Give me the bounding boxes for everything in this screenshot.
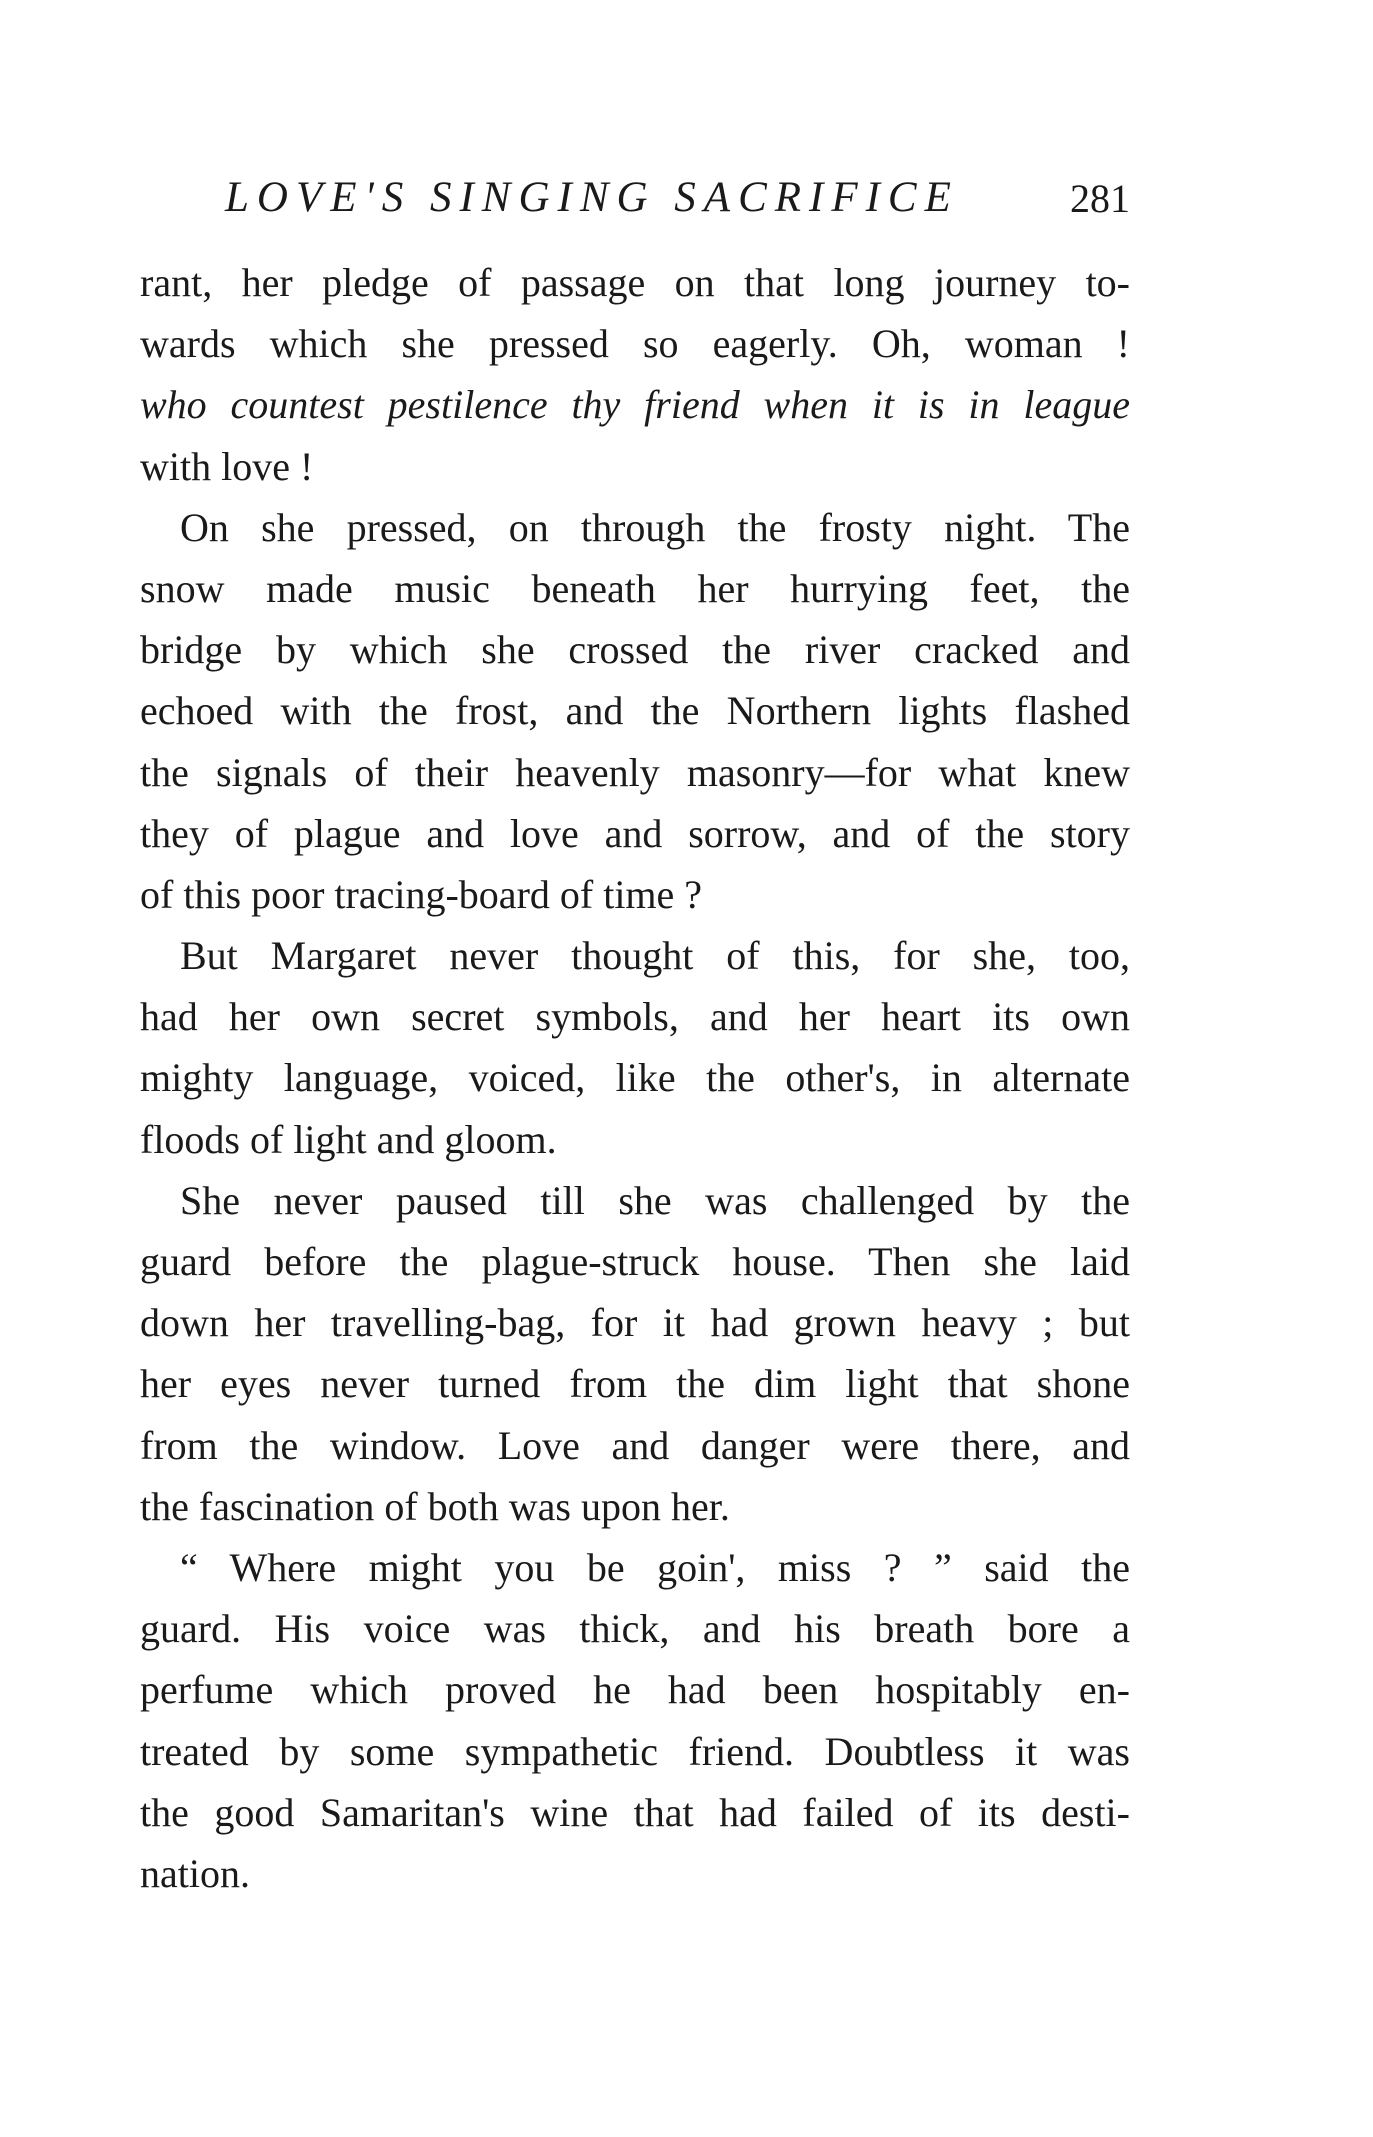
text-line: On she pressed, on through the frosty night. The xyxy=(180,504,1130,550)
text-line: bridge by which she crossed the river cracked and xyxy=(140,627,1130,673)
text-line: with love ! xyxy=(140,443,314,489)
running-title: LOVE'S SINGING SACRIFICE xyxy=(225,174,959,221)
text-line: down her travelling-bag, for it had grown heavy ; but xyxy=(140,1300,1130,1346)
text-line: her eyes never turned from the dim light that shone xyxy=(140,1361,1130,1407)
text-line: perfume which proved he had been hospitably en- xyxy=(140,1667,1130,1713)
text-line: the good Samaritan's wine that had failed of its desti- xyxy=(140,1789,1130,1835)
text-line: “ Where might you be goin', miss ? ” said the xyxy=(180,1544,1130,1590)
text-line: the signals of their heavenly masonry—for what knew xyxy=(140,749,1130,795)
text-line: guard. His voice was thick, and his breath bore a xyxy=(140,1606,1130,1652)
running-header xyxy=(225,173,1130,233)
text-line: rant, her pledge of passage on that long journey to- xyxy=(140,260,1130,305)
text-line: who countest pestilence thy friend when it is in league xyxy=(140,382,1130,428)
text-line: echoed with the frost, and the Northern lights flashed xyxy=(140,688,1130,734)
text-line: wards which she pressed so eagerly. Oh, woman ! xyxy=(140,321,1130,367)
body-text xyxy=(140,252,1130,1904)
text-line: guard before the plague-struck house. Then she laid xyxy=(140,1239,1130,1284)
text-line: nation. xyxy=(140,1850,250,1896)
text-line: She never paused till she was challenged by the xyxy=(180,1177,1130,1223)
page-number: 281 xyxy=(1070,176,1130,221)
text-line: snow made music beneath her hurrying feet, the xyxy=(140,565,1130,611)
text-line: treated by some sympathetic friend. Doubtless it was xyxy=(140,1728,1130,1774)
text-line: had her own secret symbols, and her heart its own xyxy=(140,994,1130,1040)
text-line: of this poor tracing-board of time ? xyxy=(140,871,703,917)
text-line: from the window. Love and danger were there, and xyxy=(140,1422,1130,1468)
text-line: mighty language, voiced, like the other's, in alternate xyxy=(140,1055,1130,1101)
text-line: they of plague and love and sorrow, and of the story xyxy=(140,810,1130,856)
text-line: But Margaret never thought of this, for she, too, xyxy=(180,933,1130,979)
text-line: floods of light and gloom. xyxy=(140,1116,557,1162)
text-line: the fascination of both was upon her. xyxy=(140,1483,730,1529)
